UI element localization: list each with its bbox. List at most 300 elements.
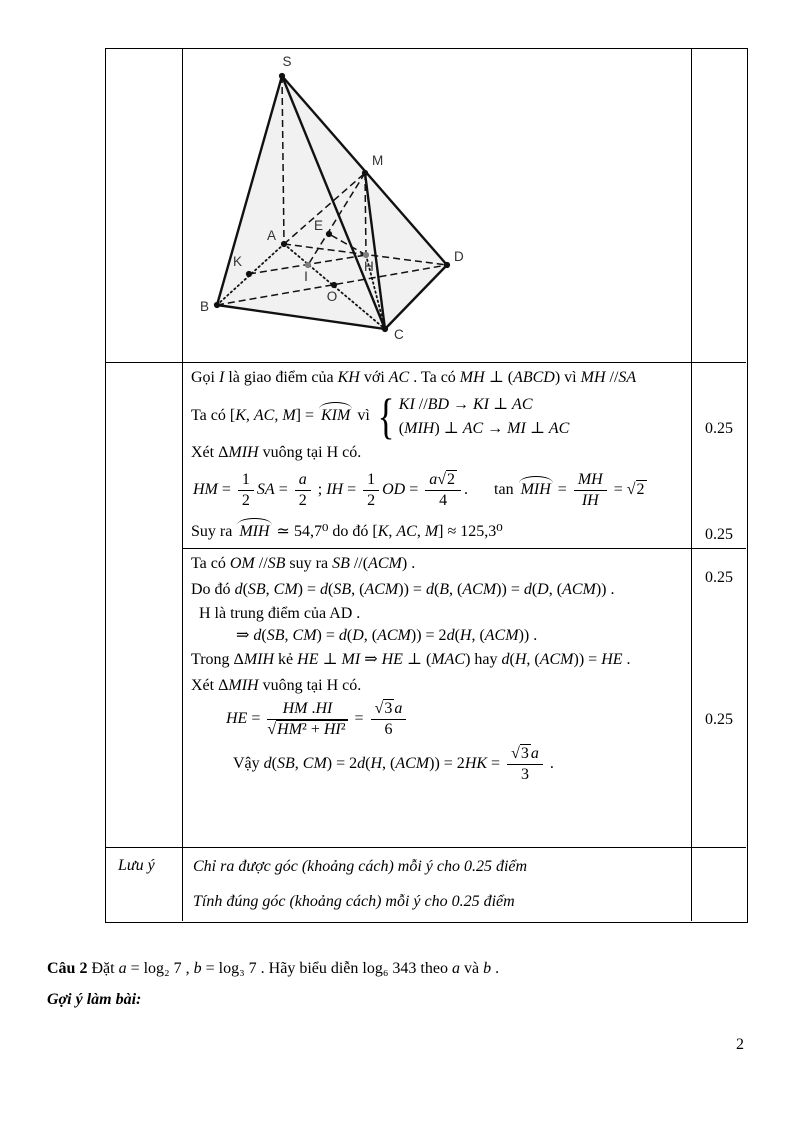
solution-line <box>191 388 683 444</box>
text-run: = log₂ 7 , <box>126 960 194 977</box>
pyramid-figure-svg <box>183 49 691 362</box>
math-run: ACM <box>377 627 411 644</box>
score-value: 0.25 <box>705 569 733 586</box>
text-run: , ( <box>382 754 396 772</box>
text-run: ( <box>398 420 405 437</box>
text-run: , <box>245 407 254 425</box>
square-root <box>437 471 457 489</box>
fraction-numerator <box>574 471 607 491</box>
text-run: vuông tại H có. <box>258 677 362 694</box>
text-run: H là trung điểm của AD . <box>199 605 361 622</box>
text-run: )) . <box>518 627 538 644</box>
text-run: 3 <box>520 765 529 783</box>
text-run: Xét Δ <box>191 677 229 694</box>
text-run: Ta có [ <box>191 407 236 425</box>
math-run: CM <box>302 754 327 772</box>
text-run: )) = <box>496 581 524 598</box>
math-run: a <box>394 700 403 717</box>
solution-line <box>233 745 683 784</box>
text-run: Trong Δ <box>191 651 244 668</box>
text-run: ) . <box>401 555 416 572</box>
text-run: ( <box>271 754 277 772</box>
vertex-label-D: D <box>454 249 464 264</box>
math-run: d <box>523 581 532 598</box>
math-run: MH <box>580 369 606 386</box>
math-run: HE <box>226 710 248 728</box>
text-run: ⊥ ( <box>402 651 432 668</box>
text-run: → <box>483 420 508 437</box>
text-run: ; <box>313 481 327 499</box>
figure-cell <box>183 49 692 363</box>
fraction-denominator <box>425 491 461 510</box>
solution-block-2 <box>191 554 683 784</box>
text-run: 2 <box>447 471 456 488</box>
note-line-1: Chỉ ra được góc (khoảng cách) mỗi ý cho 0.25 điểm <box>193 858 528 875</box>
fraction-denominator <box>295 491 311 510</box>
vertex-O <box>331 282 337 288</box>
math-run: H <box>514 651 527 668</box>
math-run: AC <box>512 396 533 413</box>
text-run: . <box>491 960 500 977</box>
vertex-C <box>382 326 388 332</box>
text-run: ⇒ <box>236 627 254 644</box>
math-run: a <box>451 960 460 977</box>
solution-cell-1 <box>183 363 692 549</box>
radicand <box>383 699 394 717</box>
radicand <box>276 720 347 738</box>
math-run: d <box>446 627 455 644</box>
text-run: là giao điểm của <box>224 369 338 386</box>
text-run: ) = <box>297 581 321 598</box>
vertex-label-K: K <box>232 254 242 269</box>
text-run: Xét Δ <box>191 444 229 461</box>
math-run: d <box>501 651 510 668</box>
math-run: SA <box>256 481 275 499</box>
solution-block-1 <box>191 368 683 542</box>
text-run: = <box>405 481 423 499</box>
math-run: a <box>298 471 307 488</box>
hat-arc <box>519 476 553 483</box>
math-run: ACM <box>368 555 402 572</box>
text-run: ) = 2 <box>326 754 358 772</box>
text-run: ( <box>365 754 371 772</box>
text-run: )) = <box>573 651 602 668</box>
text-run: = <box>553 481 571 499</box>
text-run: = log₃ 7 . Hãy biểu diễn log₆ 343 theo <box>201 960 452 977</box>
math-run: HI <box>315 700 333 717</box>
math-run: SB <box>267 555 286 572</box>
vertex-B <box>214 302 220 308</box>
score-value: 0.25 <box>705 526 733 543</box>
score-cell-2 <box>692 549 746 848</box>
vertex-S <box>279 73 285 79</box>
cases-row <box>399 395 570 414</box>
text-run: ² <box>340 720 346 738</box>
math-run: M <box>282 407 296 425</box>
vertex-I <box>305 262 311 268</box>
text-run: //( <box>349 555 369 572</box>
math-run: OM <box>229 555 255 572</box>
cases-rows <box>399 395 570 438</box>
solution-line <box>199 604 683 624</box>
math-run: d <box>263 754 272 772</box>
text-run: Đặt <box>87 960 119 977</box>
math-run: d <box>234 581 243 598</box>
square-root <box>627 480 647 500</box>
solution-line <box>236 626 683 646</box>
math-run: MH <box>459 369 485 386</box>
note-label-cell <box>106 848 183 921</box>
text-run: , ( <box>351 581 365 598</box>
vertex-label-H: H <box>364 259 374 274</box>
math-run: MI <box>341 651 361 668</box>
angle-hat <box>236 518 272 542</box>
math-run: MIH <box>243 651 275 668</box>
fraction-numerator <box>238 471 254 491</box>
fraction-numerator <box>267 700 347 720</box>
math-run: D <box>537 581 549 598</box>
text-run: = <box>274 481 292 499</box>
math-run: HK <box>464 754 488 772</box>
text-run: ) hay <box>465 651 502 668</box>
solution-line <box>191 443 683 463</box>
math-run: ABCD <box>513 369 555 386</box>
text-run: với <box>359 369 389 386</box>
vertex-label-C: C <box>394 327 404 342</box>
text-run: ⊥ <box>318 651 342 668</box>
math-run: ACM <box>539 651 574 668</box>
fraction <box>425 471 461 510</box>
math-run: SB <box>332 555 350 572</box>
text-run: . <box>545 754 554 772</box>
vertex-K <box>246 271 252 277</box>
text-run: ² + <box>302 720 324 738</box>
math-run: HE <box>381 651 403 668</box>
pyramid-figure <box>183 49 691 362</box>
score-cell-1 <box>692 363 746 549</box>
score-value: 0.25 <box>705 711 733 728</box>
question-2-line <box>47 958 767 980</box>
text-run: và <box>459 960 484 977</box>
note-line-2: Tính đúng góc (khoảng cách) mỗi ý cho 0.25 điểm <box>193 893 515 910</box>
math-run: AC <box>396 522 417 540</box>
math-run: MAC <box>431 651 466 668</box>
math-run: KI <box>473 396 489 413</box>
hint-label: Gợi ý làm bài: <box>47 991 142 1008</box>
math-run: MI <box>507 420 526 437</box>
text-run: = <box>609 481 627 499</box>
bold-run: Câu 2 <box>47 960 88 977</box>
radicand <box>636 480 647 498</box>
math-run: KIM <box>321 407 351 425</box>
text-run: ] ≈ 125,3⁰ <box>438 522 503 540</box>
math-run: MIH <box>239 522 270 540</box>
fraction-denominator <box>574 491 607 510</box>
fraction <box>238 471 254 510</box>
vertex-D <box>444 262 450 268</box>
text-run: 4 <box>439 491 448 509</box>
text-run: ⊥ ( <box>484 369 514 386</box>
square-root <box>267 721 347 739</box>
text-run: ⊥ <box>525 420 549 437</box>
math-run: a <box>429 471 438 488</box>
text-run: Gọi <box>191 369 219 386</box>
text-run: Do đó <box>191 581 235 598</box>
fraction <box>267 700 347 739</box>
vertex-H <box>363 252 369 258</box>
math-run: SB <box>266 627 285 644</box>
math-run: K <box>235 407 246 425</box>
cases-row <box>399 419 570 438</box>
text-run: . <box>307 700 316 717</box>
fraction <box>295 471 311 510</box>
fraction-denominator <box>267 720 347 739</box>
text-run: ( <box>509 651 515 668</box>
math-run: CM <box>273 581 298 598</box>
text-run: 2 <box>241 491 250 509</box>
math-run: ACM <box>395 754 430 772</box>
text-run: ( <box>328 581 334 598</box>
vertex-label-O: O <box>326 289 338 304</box>
text-run: tan <box>494 481 518 499</box>
text-run: 2 <box>367 491 376 509</box>
text-run: ⊥ <box>489 396 513 413</box>
text-run: // <box>414 396 428 413</box>
text-run: Vậy <box>233 754 264 772</box>
text-run: , ( <box>449 581 463 598</box>
radical-sign: √ <box>267 720 277 738</box>
math-run: D <box>352 627 364 644</box>
text-run: = <box>350 710 368 728</box>
square-root <box>375 700 395 718</box>
math-run: OD <box>382 481 406 499</box>
text-run: , <box>274 407 283 425</box>
fraction-numerator <box>507 745 543 765</box>
math-run: I <box>219 369 225 386</box>
radicand <box>520 744 531 762</box>
math-run: IH <box>326 481 344 499</box>
math-run: SB <box>276 754 295 772</box>
fraction-denominator <box>371 720 407 739</box>
text-run: ( <box>454 627 460 644</box>
math-run: SA <box>618 369 637 386</box>
text-run: 3 <box>520 744 529 762</box>
text-run: . <box>464 481 469 499</box>
solution-line <box>191 518 683 542</box>
text-run: = <box>217 481 235 499</box>
text-run: )) = <box>398 581 426 598</box>
math-run: IH <box>581 491 599 509</box>
math-run: a <box>118 960 127 977</box>
math-run: d <box>338 627 347 644</box>
text-run: 3 <box>384 700 393 717</box>
text-run: // <box>254 555 268 572</box>
vertex-label-I: I <box>304 269 308 284</box>
text-run: = <box>487 754 505 772</box>
hat-arc <box>319 402 352 409</box>
page-number: 2 <box>736 1036 744 1053</box>
fraction-numerator <box>363 471 379 491</box>
text-run: → <box>449 396 473 413</box>
text-run: vì <box>353 407 374 425</box>
text-run: Ta có <box>191 555 230 572</box>
text-run: 6 <box>384 720 393 738</box>
math-run: MIH <box>520 481 551 499</box>
text-run: ⇒ <box>360 651 382 668</box>
math-run: ACM <box>364 581 399 598</box>
math-run: MIH <box>228 677 259 694</box>
fraction-denominator <box>507 765 543 784</box>
solution-line <box>191 580 683 600</box>
text-run: Suy ra <box>191 522 237 540</box>
text-run: 2 <box>636 481 645 499</box>
math-run: b <box>483 960 492 977</box>
math-run: KI <box>398 396 415 413</box>
text-run: ( <box>531 581 538 598</box>
text-run: ) = <box>316 627 339 644</box>
math-run: K <box>377 522 389 540</box>
text-run: = <box>247 710 265 728</box>
math-run: HI <box>323 720 341 738</box>
text-run: ≃ 54,7⁰ do đó [ <box>272 522 378 540</box>
solution-line <box>226 700 683 739</box>
math-run: HM <box>193 481 218 499</box>
math-run: MIH <box>404 420 435 437</box>
math-run: ACM <box>462 581 497 598</box>
text-run: )) . <box>595 581 615 598</box>
fraction <box>371 700 407 739</box>
fraction <box>574 471 607 510</box>
math-run: b <box>193 960 202 977</box>
text-run: ( <box>346 627 353 644</box>
math-run: SB <box>333 581 352 598</box>
math-run: BD <box>427 396 449 413</box>
text-run: )) = 2 <box>429 754 465 772</box>
solution-line <box>191 554 683 574</box>
math-run: d <box>357 754 366 772</box>
text-run: , ( <box>526 651 540 668</box>
text-run: vuông tại H có. <box>258 444 362 461</box>
math-run: d <box>320 581 329 598</box>
vertex-label-S: S <box>282 54 292 69</box>
math-run: a <box>530 744 539 762</box>
score-value: 0.25 <box>705 420 733 437</box>
solution-line <box>193 471 683 510</box>
text-run: , <box>388 522 397 540</box>
text-run: , <box>294 754 303 772</box>
vertex-label-M: M <box>372 153 384 168</box>
math-run: d <box>253 627 262 644</box>
vertex-M <box>362 170 368 176</box>
solution-line <box>191 676 683 696</box>
math-run: HM <box>282 700 308 717</box>
text-run: ( <box>261 627 267 644</box>
radicand <box>446 470 457 488</box>
text-run: ) ⊥ <box>434 420 463 437</box>
math-run: AC <box>388 369 410 386</box>
fraction <box>507 745 543 784</box>
angle-hat <box>518 476 554 500</box>
text-run: ) vì <box>554 369 581 386</box>
math-run: d <box>425 581 434 598</box>
math-run: HE <box>601 651 623 668</box>
math-run: HE <box>297 651 319 668</box>
math-run: ACM <box>484 627 519 644</box>
hat-arc <box>237 518 271 525</box>
text-run: , <box>416 522 425 540</box>
text-run: )) = 2 <box>410 627 447 644</box>
fraction-numerator <box>371 700 407 720</box>
radical-sign: √ <box>511 744 520 762</box>
solution-line <box>191 650 683 670</box>
vertex-label-B: B <box>199 299 209 314</box>
text-run: kẻ <box>274 651 298 668</box>
text-run: . Ta có <box>409 369 460 386</box>
fraction-denominator <box>363 491 379 510</box>
vertex-label-A: A <box>266 228 276 243</box>
math-run: MH <box>577 471 603 488</box>
text-run: , <box>284 627 293 644</box>
math-run: AC <box>253 407 275 425</box>
vertex-label-E: E <box>313 218 323 233</box>
answer-table <box>105 48 748 923</box>
text-run: , ( <box>548 581 563 598</box>
angle-hat <box>318 402 353 426</box>
text-run: , ( <box>471 627 485 644</box>
text-run: , ( <box>363 627 378 644</box>
math-run: AC <box>462 420 484 437</box>
math-run: ACM <box>562 581 596 598</box>
text-run: . <box>622 651 631 668</box>
text-run: 2 <box>298 491 307 509</box>
math-run: MIH <box>228 444 259 461</box>
text-run: 1 <box>367 471 376 488</box>
math-run: SB <box>247 581 266 598</box>
empty-cell-col1-row2 <box>106 363 183 848</box>
empty-cell-col1-row1 <box>106 49 183 363</box>
math-run: CM <box>292 627 317 644</box>
text-run: ( <box>433 581 440 598</box>
math-run: KH <box>337 369 360 386</box>
radical-sign: √ <box>437 471 447 488</box>
fraction-denominator <box>238 491 254 510</box>
fraction-numerator <box>295 471 311 491</box>
empty-cell-col3-row4 <box>692 848 746 921</box>
fraction-numerator <box>425 471 461 491</box>
math-run: HM <box>277 720 303 738</box>
math-run: B <box>439 581 450 598</box>
text-run: ( <box>242 581 248 598</box>
fraction <box>363 471 379 510</box>
radical-sign: √ <box>374 700 384 717</box>
text-run: ] = <box>295 407 318 425</box>
vertex-A <box>281 241 287 247</box>
vertex-E <box>326 231 332 237</box>
solution-cell-2 <box>183 549 692 848</box>
left-brace: { <box>377 388 395 444</box>
solution-line <box>191 368 683 388</box>
radical-sign: √ <box>626 481 636 499</box>
notes-cell <box>183 848 692 921</box>
text-run: suy ra <box>285 555 333 572</box>
text-run: // <box>605 369 619 386</box>
text-run: , <box>265 581 274 598</box>
math-run: M <box>424 522 439 540</box>
cases-system <box>374 388 570 444</box>
math-run: H <box>459 627 472 644</box>
text-run: 1 <box>241 471 250 488</box>
empty-cell-col3-row1 <box>692 49 746 363</box>
